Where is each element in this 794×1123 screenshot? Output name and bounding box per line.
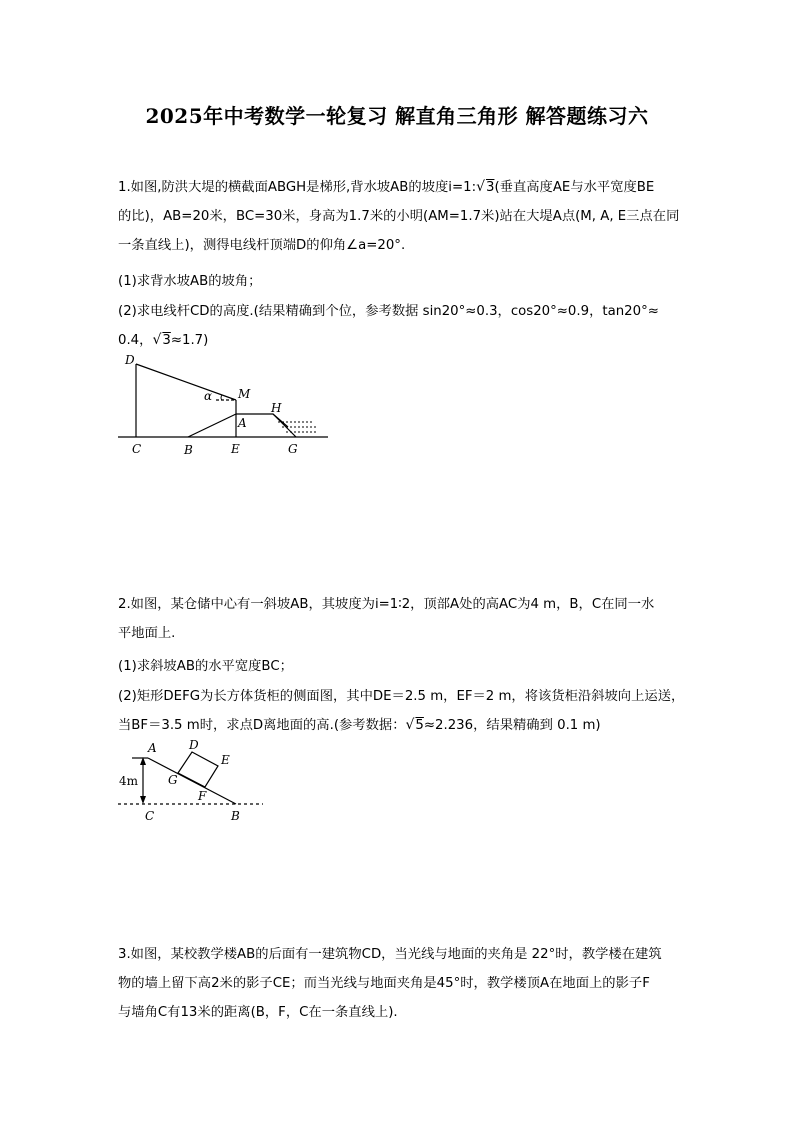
q2-figure [118, 738, 268, 828]
q1-line1 [118, 176, 718, 195]
label-alpha: α [204, 389, 213, 403]
q1-part2-line2 [118, 329, 718, 348]
q1-line1-text-end: (垂直高度AE与水平宽度BE [494, 180, 655, 195]
q3-line1: 3.如图，某校教学楼AB的后面有一建筑物CD，当光线与地面的夹角是 22°时，教学楼在建筑 [118, 947, 662, 962]
label-e: E [231, 442, 240, 456]
label-m: M [238, 387, 251, 401]
q2-part2-line1: (2)矩形DEFG为长方体货柜的侧面图，其中DE＝2.5 m，EF＝2 m，将该货柜沿斜坡向上运送， [118, 689, 685, 704]
sqrt-radicand: 3 [485, 180, 495, 195]
label-g: G [168, 773, 178, 787]
q1-part1: (1)求背水坡AB的坡角； [118, 274, 262, 289]
label-a: A [238, 416, 247, 430]
label-d: D [125, 353, 135, 367]
label-a: A [148, 741, 157, 755]
page-title: 2025年中考数学一轮复习 解直角三角形 解答题练习六 [145, 104, 649, 128]
label-d: D [189, 738, 199, 752]
label-h: H [271, 401, 282, 415]
q1-part2-text-end: ≈1.7) [170, 333, 209, 348]
label-c: C [145, 809, 155, 823]
label-e: E [221, 753, 230, 767]
sqrt-symbol: √ [476, 179, 485, 195]
sqrt-radicand: 3 [162, 333, 171, 348]
q3-line2: 物的墙上留下高2米的影子CE；而当光线与地面夹角是45°时，教学楼顶A在地面上的影子F [118, 976, 650, 991]
q1-figure [118, 350, 328, 460]
q1-line3: 一条直线上)，测得电线杆顶端D的仰角∠a=20°. [118, 238, 406, 253]
q1-part2-text: 0.4， [118, 333, 153, 348]
label-c: C [132, 442, 142, 456]
q2-line1: 2.如图，某仓储中心有一斜坡AB，其坡度为i=1∶2，顶部A处的高AC为4 m，B，C在同一水 [118, 597, 655, 612]
rectangle-defg [178, 752, 218, 787]
label-height-4m: 4m [119, 774, 139, 788]
sqrt-radicand: 5 [415, 718, 424, 733]
slope-ab [188, 414, 236, 437]
q2-part1: (1)求斜坡AB的水平宽度BC； [118, 659, 293, 674]
q2-part2-text: 当BF＝3.5 m时，求点D离地面的高.(参考数据： [118, 718, 406, 733]
sqrt-symbol: √ [405, 717, 415, 733]
sight-line-dm [136, 364, 236, 400]
q1-part2-line1: (2)求电线杆CD的高度.(结果精确到个位，参考数据 sin20°≈0.3，cos20°≈0.9，tan20°≈ [118, 304, 659, 319]
q2-line2: 平地面上. [118, 626, 176, 641]
q3-line3: 与墙角C有13米的距离(B，F，C在一条直线上). [118, 1005, 398, 1020]
label-b: B [231, 809, 240, 823]
slope-hg [273, 414, 296, 437]
sqrt-symbol: √ [152, 332, 162, 348]
label-g: G [288, 442, 298, 456]
label-f: F [198, 789, 207, 803]
q2-part2-text-end: ≈2.236，结果精确到 0.1 m) [423, 718, 601, 733]
q2-part2-line2 [118, 714, 718, 733]
q1-line1-text: 1.如图,防洪大堤的横截面ABGH是梯形,背水坡AB的坡度i=1: [118, 180, 477, 195]
q1-line2: 的比)，AB=20米，BC=30米，身高为1.7米的小明(AM=1.7米)站在大堤A点(M, A, E三点在同 [118, 209, 680, 224]
alpha-arc [221, 395, 222, 400]
label-b: B [184, 443, 193, 457]
